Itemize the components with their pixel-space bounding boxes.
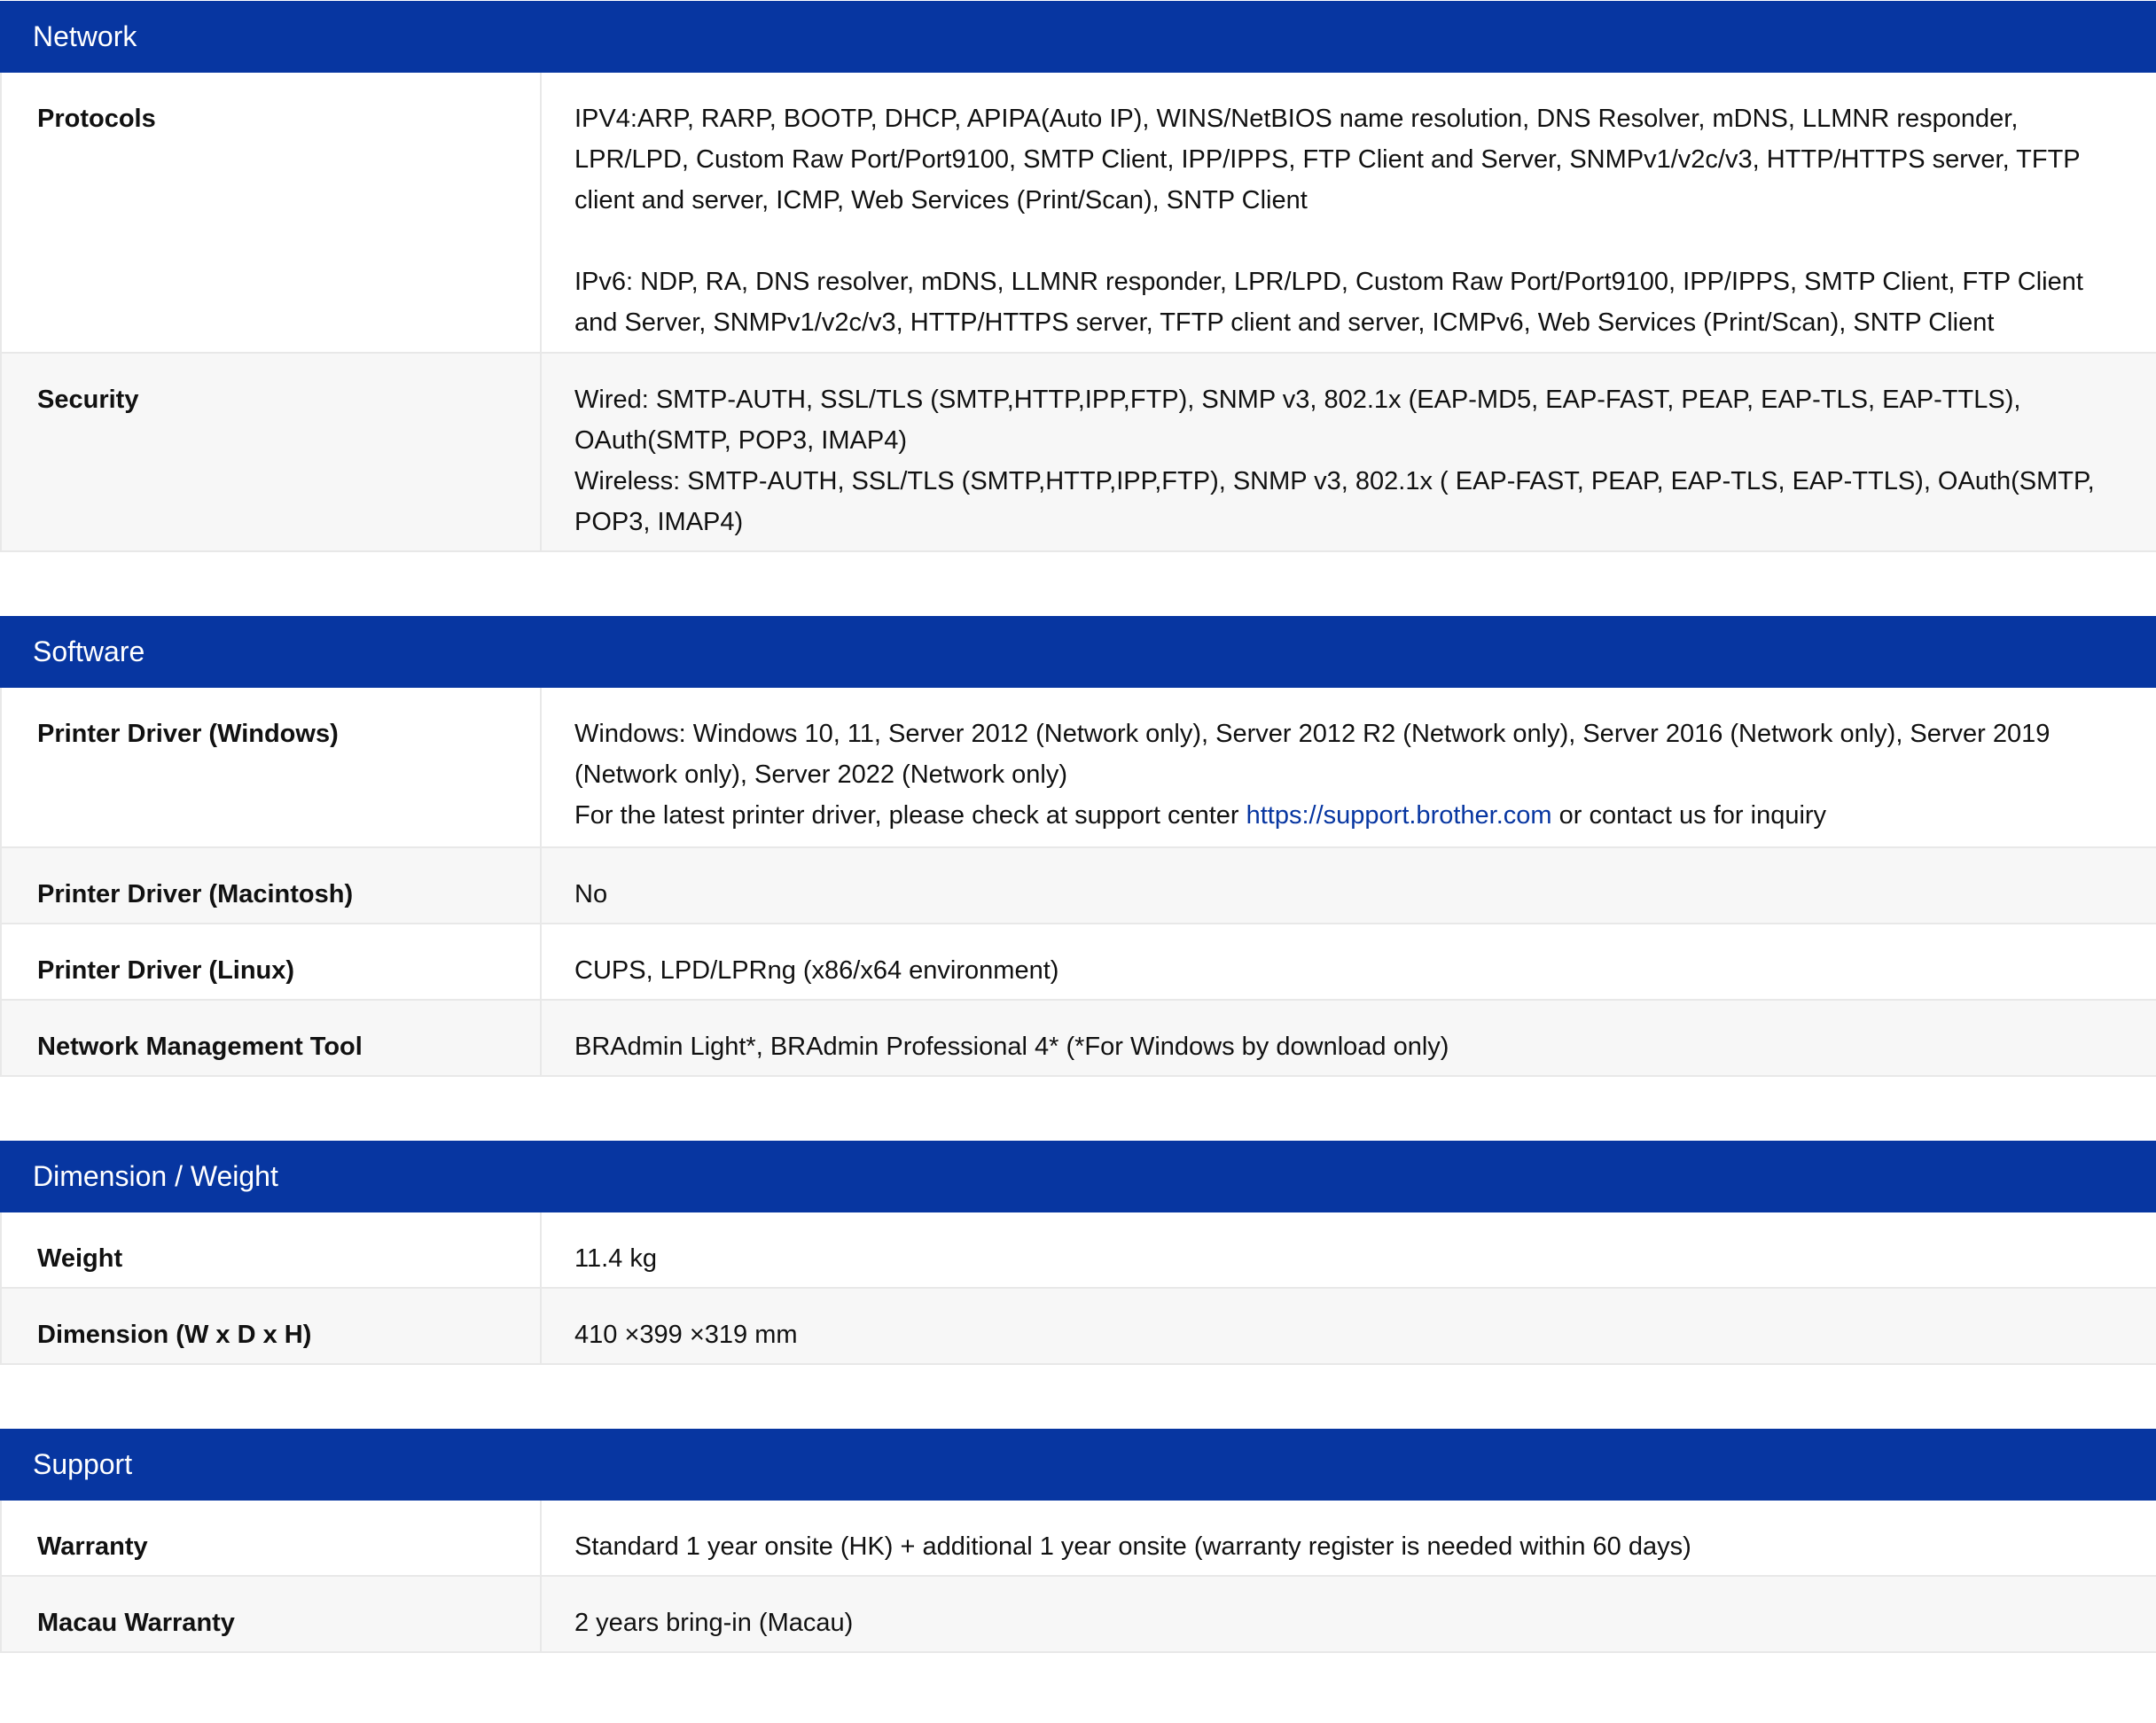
spec-value-network-tool: BRAdmin Light*, BRAdmin Professional 4* (*For Windows by download only)	[574, 1033, 1449, 1061]
spec-row-driver-windows	[0, 688, 2156, 848]
security-wireless: Wireless: SMTP-AUTH, SSL/TLS (SMTP,HTTP,IPP,FTP), SNMP v3, 802.1x ( EAP-FAST, PEAP, EAP-TLS, EAP-TTLS), OAuth(SMTP, POP3, IMAP4)	[574, 467, 2095, 536]
section-spacer	[0, 552, 2156, 616]
protocols-ipv6: IPv6: NDP, RA, DNS resolver, mDNS, LLMNR responder, LPR/LPD, Custom Raw Port/Port9100, IPP/IPPS, SMTP Client, FTP Client and Server, SNMPv1/v2c/v3, HTTP/HTTPS server, TFTP client and server, ICMPv6, Web Services (Print/Scan), SNTP Client	[574, 268, 2083, 337]
spec-value-warranty: Standard 1 year onsite (HK) + additional 1 year onsite (warranty register is needed within 60 days)	[574, 1532, 1691, 1561]
spec-row-security	[0, 354, 2156, 552]
spec-label-network-tool: Network Management Tool	[2, 1001, 542, 1075]
spec-label-macau-warranty: Macau Warranty	[2, 1577, 542, 1651]
spec-label-weight: Weight	[2, 1212, 542, 1287]
security-wired: Wired: SMTP-AUTH, SSL/TLS (SMTP,HTTP,IPP,FTP), SNMP v3, 802.1x (EAP-MD5, EAP-FAST, PEAP, EAP-TLS, EAP-TTLS), OAuth(SMTP, POP3, IMAP4)	[574, 386, 2021, 455]
spec-row-weight	[0, 1212, 2156, 1289]
protocols-ipv4: IPV4:ARP, RARP, BOOTP, DHCP, APIPA(Auto IP), WINS/NetBIOS name resolution, DNS Resolver, mDNS, LLMNR responder, LPR/LPD, Custom Raw Port/Port9100, SMTP Client, IPP/IPPS, FTP Client and Server, SNMPv1/v2c/v3, HTTP/HTTPS server, TFTP client and server, ICMP, Web Services (Print/Scan), SNTP Client	[574, 105, 2081, 214]
spec-value-protocols	[542, 73, 2156, 352]
spec-label-protocols: Protocols	[2, 73, 542, 352]
spec-label-driver-mac: Printer Driver (Macintosh)	[2, 848, 542, 923]
spec-label-driver-linux: Printer Driver (Linux)	[2, 924, 542, 999]
section-header-dimension: Dimension / Weight	[0, 1141, 2156, 1212]
spec-row-dimension	[0, 1289, 2156, 1365]
section-header-network: Network	[0, 1, 2156, 73]
section-header-support: Support	[0, 1429, 2156, 1501]
spec-row-network-tool	[0, 1001, 2156, 1077]
spec-value-weight: 11.4 kg	[574, 1244, 657, 1273]
support-link[interactable]: https://support.brother.com	[1246, 801, 1552, 830]
driver-windows-os-list: Windows: Windows 10, 11, Server 2012 (Network only), Server 2012 R2 (Network only), Server 2016 (Network only), Server 2019 (Network only), Server 2022 (Network only)	[574, 720, 2051, 789]
spec-label-driver-windows: Printer Driver (Windows)	[2, 688, 542, 846]
driver-note-suffix: or contact us for inquiry	[1551, 801, 1827, 830]
spec-value-driver-mac: No	[574, 880, 608, 908]
spec-row-protocols	[0, 73, 2156, 354]
spec-value-driver-linux: CUPS, LPD/LPRng (x86/x64 environment)	[574, 956, 1059, 985]
section-support	[0, 1429, 2156, 1653]
driver-windows-note	[574, 795, 2121, 836]
spec-label-security: Security	[2, 354, 542, 550]
section-header-software: Software	[0, 616, 2156, 688]
driver-note-prefix: For the latest printer driver, please check at support center	[574, 801, 1246, 830]
spec-row-warranty	[0, 1501, 2156, 1577]
section-software	[0, 616, 2156, 1077]
spec-label-dimension: Dimension (W x D x H)	[2, 1289, 542, 1363]
spec-label-warranty: Warranty	[2, 1501, 542, 1575]
spec-row-driver-linux	[0, 924, 2156, 1001]
section-network	[0, 1, 2156, 552]
section-dimension	[0, 1141, 2156, 1365]
spec-value-security	[542, 354, 2156, 550]
section-spacer	[0, 1365, 2156, 1429]
spec-row-macau-warranty	[0, 1577, 2156, 1653]
section-spacer	[0, 1077, 2156, 1141]
spec-value-driver-windows	[542, 688, 2156, 846]
spec-value-dimension: 410 ×399 ×319 mm	[574, 1321, 798, 1349]
spec-value-macau-warranty: 2 years bring-in (Macau)	[574, 1609, 854, 1637]
spec-row-driver-mac	[0, 848, 2156, 924]
